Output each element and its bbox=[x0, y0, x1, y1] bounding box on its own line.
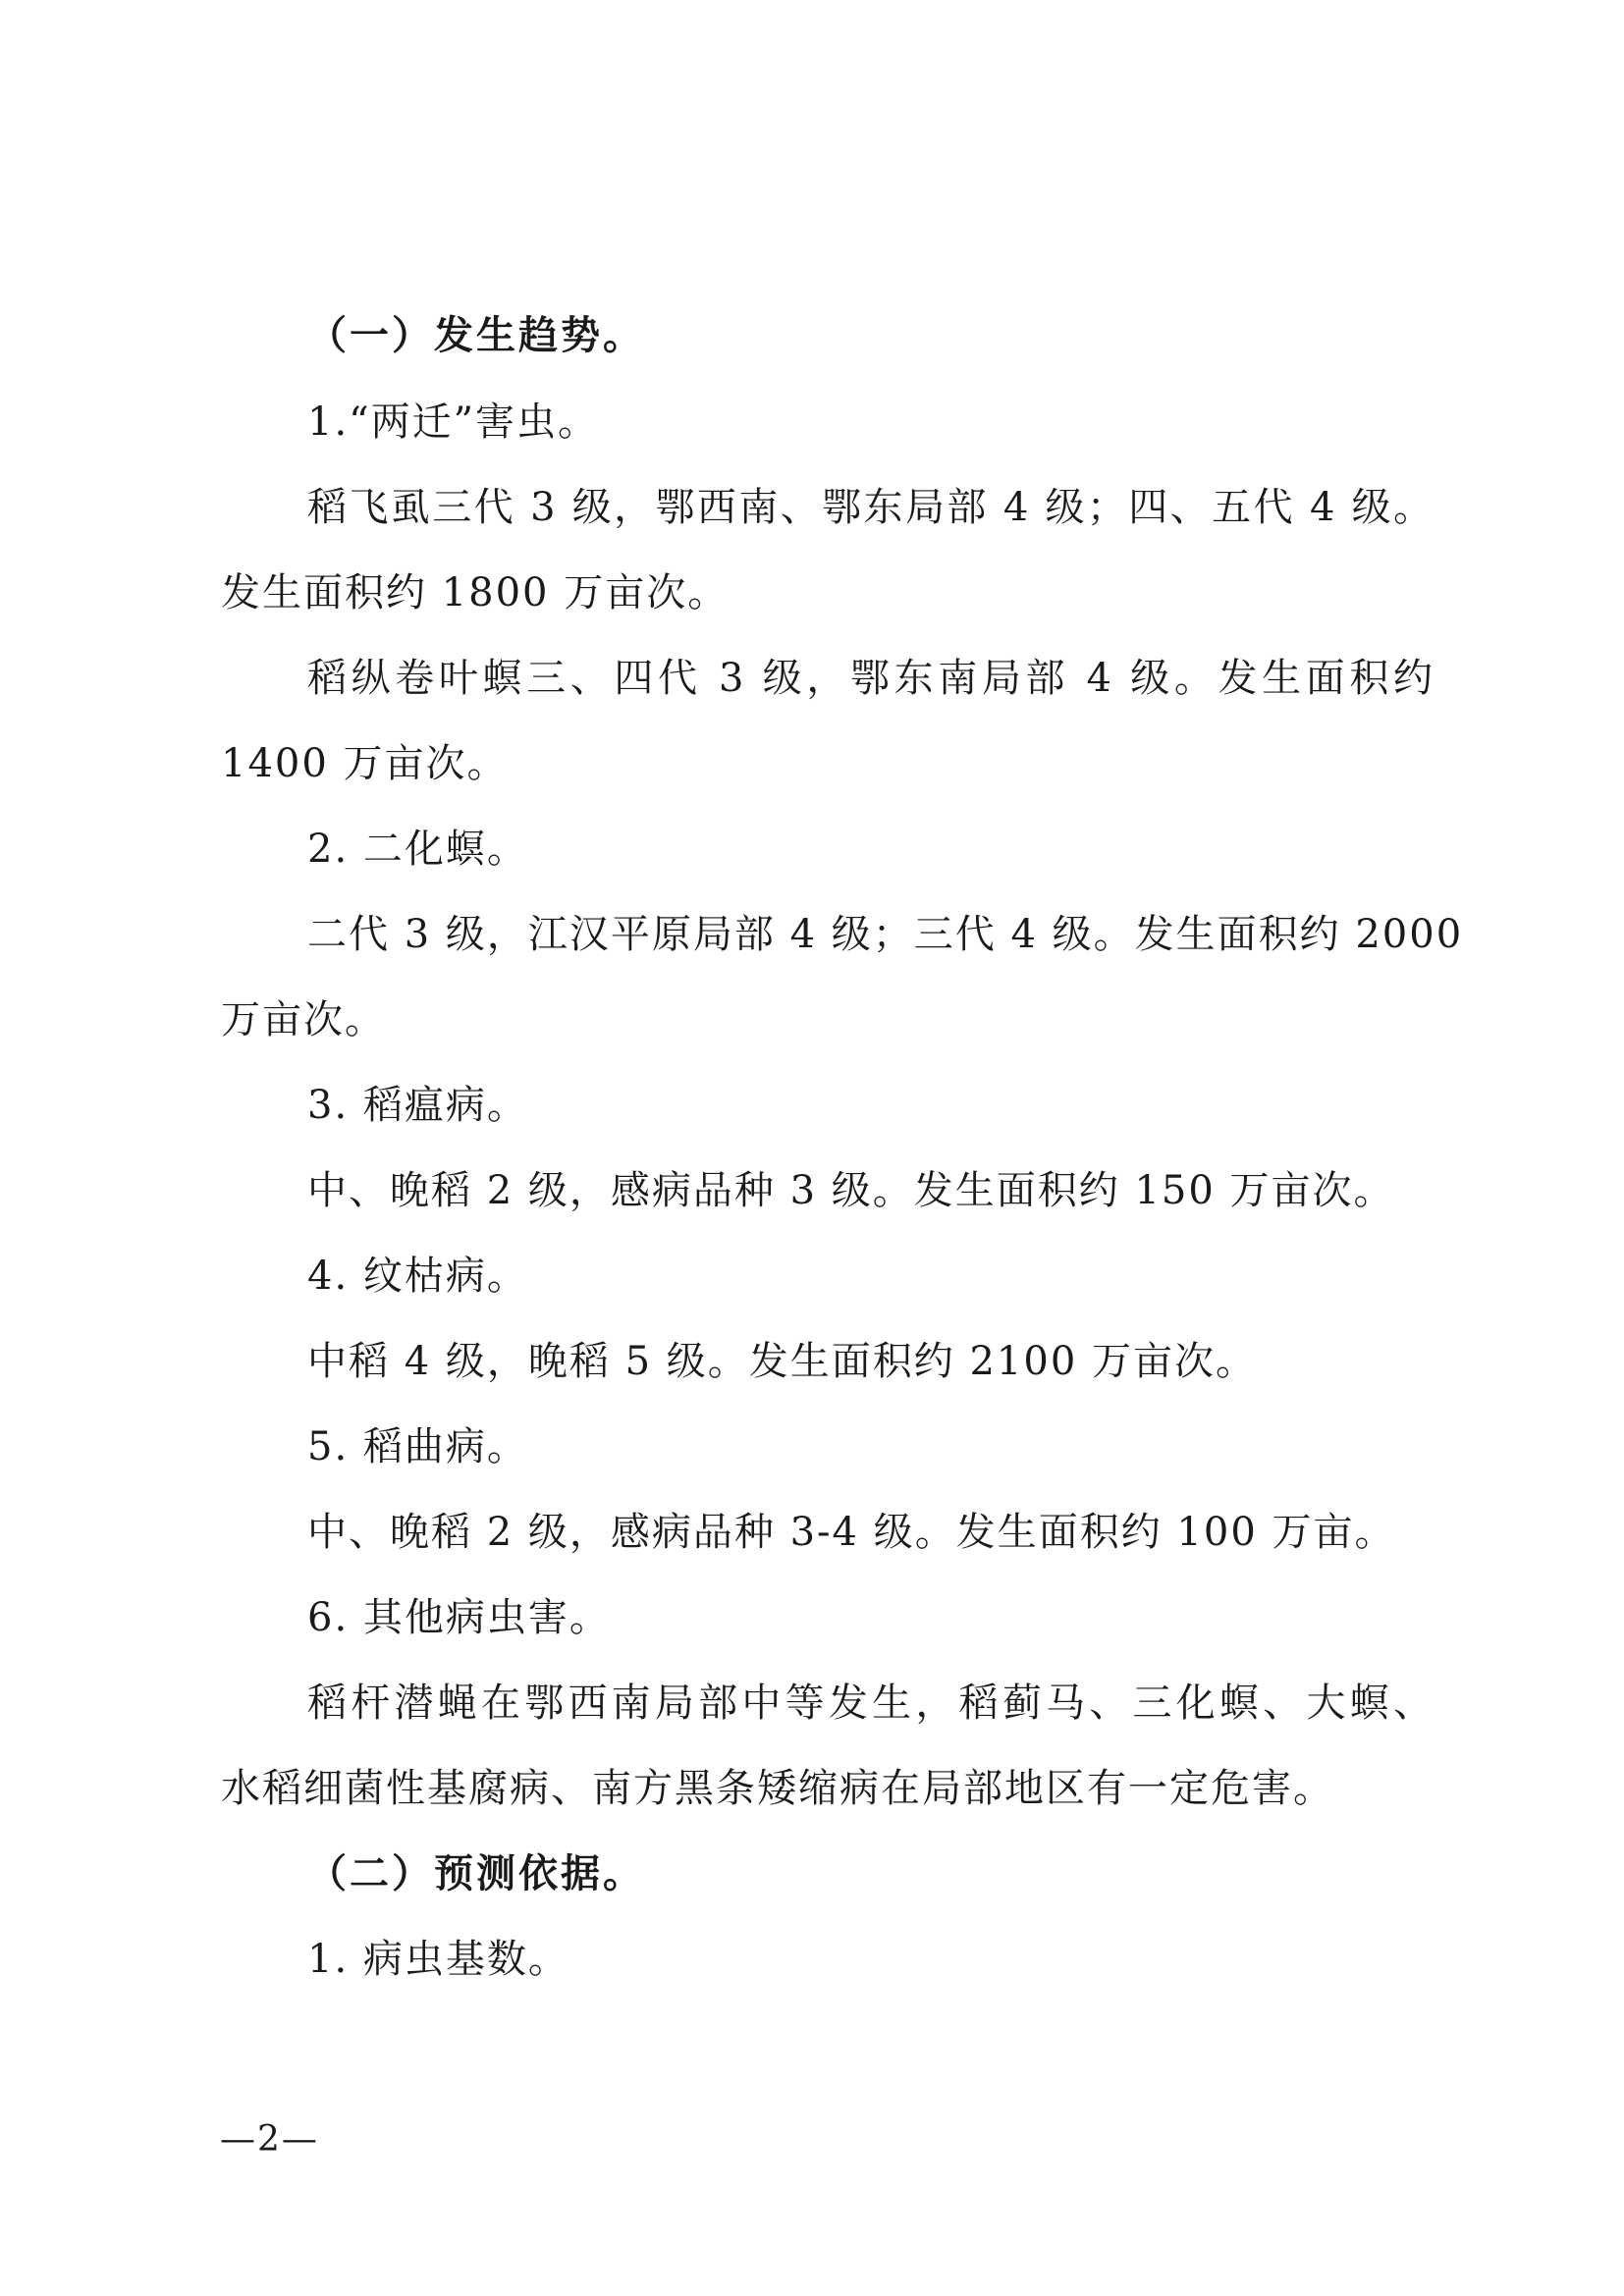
item-title-migratory-pests: 1.“两迁”害虫。 bbox=[307, 400, 600, 445]
paragraph-false-smut: 中、晚稻 2 级，感病品种 3-4 级。发生面积约 100 万亩。 bbox=[307, 1510, 1396, 1555]
paragraph-stem-borer-line1: 二代 3 级，江汉平原局部 4 级；三代 4 级。发生面积约 2000 bbox=[307, 912, 1464, 957]
paragraph-leaffolder-line2: 1400 万亩次。 bbox=[221, 741, 509, 786]
item-title-striped-stem-borer: 2. 二化螟。 bbox=[307, 827, 528, 872]
paragraph-other-pests-line2: 水稻细菌性基腐病、南方黑条矮缩病在局部地区有一定危害。 bbox=[221, 1766, 1334, 1811]
item-title-sheath-blight: 4. 纹枯病。 bbox=[307, 1254, 528, 1299]
paragraph-planthopper-line2: 发生面积约 1800 万亩次。 bbox=[221, 570, 730, 615]
paragraph-leaffolder-line1: 稻纵卷叶螟三、四代 3 级，鄂东南局部 4 级。发生面积约 bbox=[307, 656, 1435, 701]
section-heading-basis: （二）预测依据。 bbox=[307, 1850, 645, 1896]
item-title-other-pests: 6. 其他病虫害。 bbox=[307, 1595, 611, 1640]
item-title-pest-base: 1. 病虫基数。 bbox=[307, 1937, 569, 1982]
paragraph-other-pests-line1: 稻杆潜蝇在鄂西南局部中等发生，稻蓟马、三化螟、大螟、 bbox=[307, 1681, 1435, 1726]
item-title-false-smut: 5. 稻曲病。 bbox=[307, 1424, 528, 1469]
paragraph-sheath-blight: 中稻 4 级，晚稻 5 级。发生面积约 2100 万亩次。 bbox=[307, 1339, 1257, 1384]
page-number: —2— bbox=[220, 2119, 319, 2160]
item-title-rice-blast: 3. 稻瘟病。 bbox=[307, 1083, 528, 1128]
paragraph-rice-blast: 中、晚稻 2 级，感病品种 3 级。发生面积约 150 万亩次。 bbox=[307, 1168, 1395, 1213]
paragraph-stem-borer-line2: 万亩次。 bbox=[221, 997, 386, 1042]
paragraph-planthopper-line1: 稻飞虱三代 3 级，鄂西南、鄂东局部 4 级；四、五代 4 级。 bbox=[307, 485, 1435, 530]
section-heading-trend: （一）发生趋势。 bbox=[307, 312, 645, 358]
